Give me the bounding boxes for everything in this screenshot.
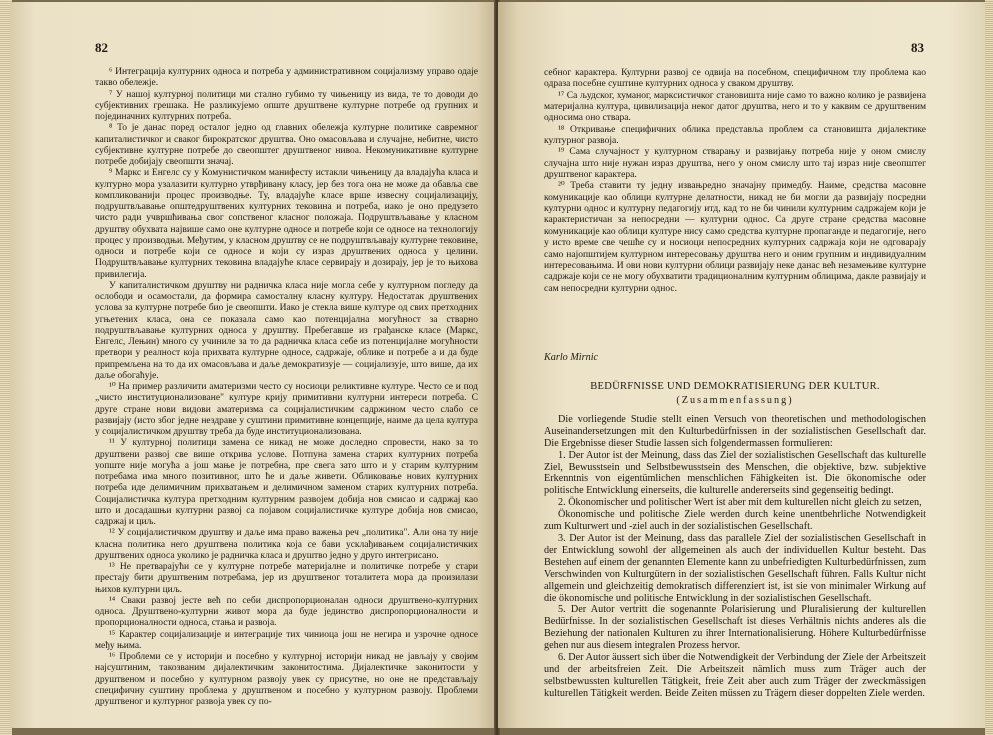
summary-paragraph: 1. Der Autor ist der Meinung, dass das Ziel der sozialistischen Gesellschaft das kulturelle Ziel, Bewusstsein und Selbstbewusstsein des Menschen, die objektive, bzw. subjektive Erkenntnis von eigentümlichen menschlichen Fähigkeiten ist. Die ökonomische oder politische Entwicklung einerseits, die kulturelle andererseits sind gegenseitig bedingt.	[544, 449, 926, 497]
summary-subtitle: (Zusammenfassung)	[676, 394, 794, 406]
summary-title: BEDÜRFNISSE UND DEMOKRATISIERUNG DER KULTUR.	[590, 381, 880, 393]
footnote: ¹¹ У културној политици замена се никад не може доследно спровести, нако за то друштвени развој све више открива услове. Потпуна замена старих културних потреба уопште није могућа а још мање је потребна, пре свега зато што и у старим културним потребама има много позитивног, што ће и даље живети. Обликовање нових културних потреба иде делимичним прихватањем и делимичном заменом старих културних потреба. Социјалистичка култура претходним културним развојем добија нов смисао и садржај као што и досадашњи културни развој са појавом социјалистичке културе добија нов смисао, садржај и циљ.	[95, 438, 478, 527]
footnote: ⁹ Маркс и Енгелс су у Комунистичком манифесту истакли чињеницу да владајућа класа и културно мора узалазити културно утврђивану класу, јер без тога она не може да обавља све компликованији процес производње. Ту, владајуће класе врше извесну социјализацију, подруштвљавање општедруштвених културних тековина и потреба, иако је оно предузето чисто ради учвршћивања свог сопственог класног положаја. Подруштвљавање у класном друштву обухвата највише само оне културне односе и потребе који се односе на технологију процес у производњи. Међутим, у класном друштву се не подруштвљавају културне тековине, односи и потребе који се односе и који су израз друштвених односа у целини. Подруштвљавање културних тековина владајуће класе сервирају и дозирају, јер је то њихова привилегија.	[95, 168, 478, 280]
left-page	[10, 2, 496, 728]
summary-paragraph: Ökonomische und politische Ziele werden durch keine unentbehrliche Notwendigkeit zum Kulturwert und -ziel auch in der sozialistischen Gesellschaft.	[544, 509, 926, 533]
author-name: Karlo Mirnic	[544, 351, 599, 363]
footnote: ¹⁶ Проблеми се у историји и посебно у културној историји никад не јављају у својим најсуштиним, такозваним дијалектичким законитостима. Дијалектичке законитости у друштвеном и посебно у културном развоју увек су присутне, но оне не представљају специфичну суштину проблема у друштвеном и посебно у културном развоју. Проблеми друштвеног и културног развоја увек су по-	[95, 652, 478, 707]
summary-paragraph: 5. Der Autor vertritt die sogenannte Polarisierung und Pluralisierung der kulturellen Bedürfnisse. In der sozialistischen Gesellschaft ist dieses Verhältnis nichts anderes als die Beziehung der nationalen Kulturen zu ihrer Internationalisierung. Höhere Kulturbedürfnisse gehen nur aus diesem integralen Prozess hervor.	[544, 604, 926, 652]
page-number: 82	[95, 40, 108, 55]
summary-paragraph: 3. Der Autor ist der Meinung, dass das parallele Ziel der sozialistischen Gesellschaft in der Entwicklung sowohl der allgemeinen als auch der individuellen Kultur besteht. Das Bestehen auf einem der genannten Elemente kann zu unbefriedigten Kulturbedürfnissen, zum Verschwinden von Kulturgütern in der sozialistischen Gesellschaft führen. Falls Kultur nicht allgemein und gleichzeitig demokratisch differenziert ist, ist sie von minimaler Wirkung auf die ökonomische und politische Entwicklung in der sozialistischen Gesellschaft.	[544, 532, 926, 604]
footnote: ¹⁷ Са људског, хуманог, марксистичког становишта није само то важно колико је развијена материјална култура, цивилизација неког датог друштва, него и то у каквим се друштвеним односима оно ствара.	[544, 89, 926, 124]
footnote: ²⁰ Треба ставити ту једну извањредно значајну примедбу. Наиме, средства масовне комуникације као облици културне делатности, никад не би могли да развијају посредни културни однос и културну педагогију итд, кад то не би чинили културним садржајем који је карактеристичан за непосредни — културни однос. Са друге стране средства масовне комуникације као облици културе нису само средства културне пропаганде и педагогије, него у исто време све чешће су и носиоци непосредних културних садржаја који не одговарају само најопштијем културном интересовању друштва него и оним групним и индивидуалним интересовањима. И ови нови културни облици развијају неке данас већ незамењиве културне садржаје који се не могу обухватити традиционалним културним облицима, дакле развијају и сам непосредни културни однос.	[544, 180, 926, 294]
footnote: ¹⁹ Сама случајност у културном стварању и развијању потреба није у оном смислу случајна што није нужан израз друштва, него у оном смислу што тај израз није свеопштег друштвеног карактера.	[544, 146, 926, 181]
right-text-column	[544, 67, 926, 700]
page-number: 83	[911, 40, 924, 55]
footnote: ¹³ Не претварајући се у културне потребе материјалне и политичке потребе у стари престају бити друштвеним потребама, јер из друштвеног тоталитета мора да произилази њихов културни циљ.	[95, 562, 478, 595]
footnote: ¹⁵ Карактер социјализације и интеграције тих чиниоца још не негира и узрочне односе међу њима.	[95, 629, 478, 651]
footnote: ⁷ У нашој културној политици ми стално губимо ту чињеницу из вида, те то доводи до субјективних грешака. Не разликујемо опште друштвене културне потребе од групних и појединачних културних потреба.	[95, 89, 478, 122]
summary-paragraph: 6. Der Autor äussert sich über die Notwendigkeit der Verbindung der Ziele der Arbeitszeit und der arbeitsfreien Zeit. Die Arbeitszeit nämlich muss zum Träger auch der selbstbewussten kulturellen Tätigkeit, freie Zeit aber auch zum Träger der zweckmässigen kulturellen Tätigkeit werden. Beide Zeiten müssen zu Trägern dieser doppelten Ziele werden.	[544, 652, 926, 699]
footnote: ⁸ То је данас поред осталог једно од главних обележја културне политике савремног капиталистичког и сваког бирократског друштва. Оно омасовљава и случајне, небитне, чисто субјективне културне потребе до свеопштег друштвеног нивоа. Некомуникативне културне потребе добијају свеопшти значај.	[95, 123, 478, 167]
footnote: У капиталистичком друштву ни радничка класа није могла себе у културном погледу да ослободи и осамостали, да формира самосталну класну културу. Недостатак друштвених услова за културне потребе био је свеопшти. Иако је стекла више културе од свих претходних угњетених класа, она се показала само као потенцијална могућност за стварно подруштвљавање културних односа у друштву. Пребегавше из грађанске класе (Маркс, Енгелс, Лењин) много су учиниле за то да радничка класа себе из потенцијалне могућности претвори у реалност која прихвата културне односе, садржаје, облике и потребе а и да буде припремљена на то да их омасовљава и даље демократизује — социјализује, што више, да их даље обогаћује.	[95, 280, 478, 381]
footnote: ⁶ Интеграција културних односа и потреба у административном социјализму управо одаје такво обележје.	[95, 67, 478, 89]
footnote: себног карактера. Културни развој се одвија на посебном, специфичном тлу проблема као одраза посебне суштине културних односа у сваком друштву.	[544, 67, 926, 90]
summary-paragraph: Die vorliegende Studie stellt einen Versuch von theoretischen und methodologischen Auseinandersetzungen mit den Kulturbedürfnissen in der sozialistischen Gesellschaft dar. Die Ergebnisse dieser Studie lassen sich folgendermassen formulieren:	[544, 413, 926, 449]
footnotes-column	[95, 67, 478, 708]
footnote: ¹⁰ На пример различити аматеризми често су носиоци реликтивне културе. Често се и под „чисто институционализоване" културе крију примитивни културни интереси потреба. С друге стране нови видови аматеризма са социјалистичким садржином често слабо се развијају (исто због једне нездраве у суштини примитивне концепције, наиме да цела култура у социјалистичком друштву треба да буде институционализована.	[95, 382, 478, 437]
german-summary	[544, 414, 926, 700]
footnote: ¹⁴ Сваки развој јесте већ по себи диспропорционалан односи друштвено-културних односа. Друштвено-културни живот мора да буде јединство диспропорционалности и пропорционалности односа, стања и развоја.	[95, 595, 478, 629]
right-page	[498, 2, 988, 728]
summary-paragraph: 2. Ökonomischer und politischer Wert ist aber mit dem kulturellen nicht gleich zu setzen,	[558, 497, 922, 509]
page-edges-right	[985, 0, 993, 735]
footnote: ¹² У социјалистичком друштву и даље има право важења реч „политика". Али она ту није класна политика него друштвена политика која се бави усклађивањем социјалистичких друштвених односа уколико је радничка класа и друштво једно у друго интегрисано.	[95, 528, 478, 561]
footnote: ¹⁸ Откривање специфичних облика представља проблем са становишта дијалектике културног развоја.	[544, 123, 926, 147]
